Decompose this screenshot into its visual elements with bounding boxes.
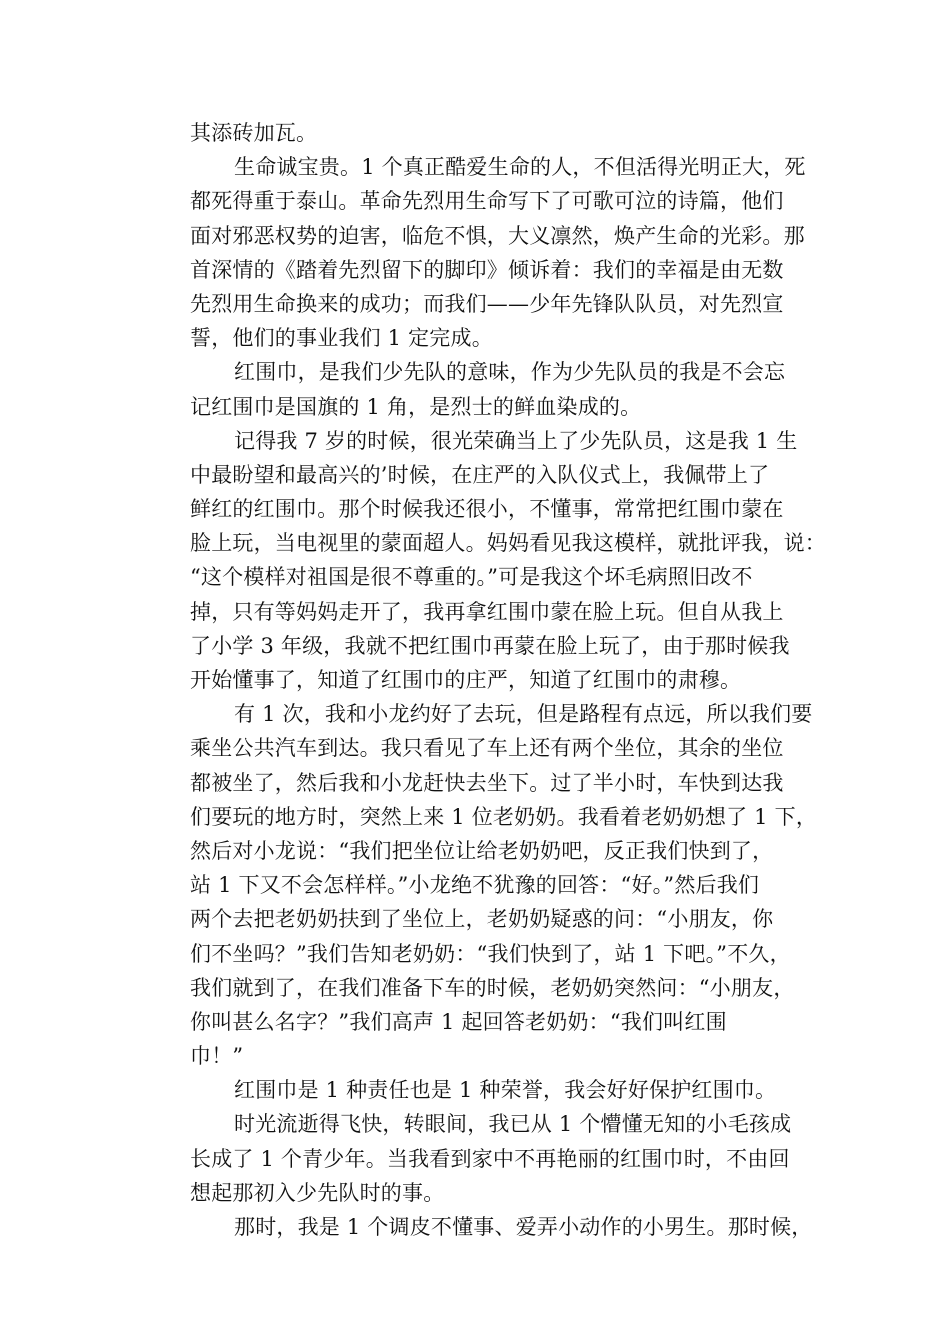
text-line: 脸上玩，当电视里的蒙面超人。妈妈看见我这模样，就批评我，说： <box>190 531 826 556</box>
paragraph-first-line: 红围巾是 1 种责任也是 1 种荣誉，我会好好保护红围巾。 <box>234 1078 777 1103</box>
text-line: 乘坐公共汽车到达。我只看见了车上还有两个坐位，其余的坐位 <box>190 736 784 761</box>
text-line: 掉，只有等妈妈走开了，我再拿红围巾蒙在脸上玩。但自从我上 <box>190 599 784 624</box>
text-line: 长成了 1 个青少年。当我看到家中不再艳丽的红围巾时，不由回 <box>190 1146 790 1171</box>
text-line: 你叫甚么名字？”我们高声 1 起回答老奶奶：“我们叫红围 <box>190 1009 727 1034</box>
text-line: 鲜红的红围巾。那个时候我还很小，不懂事，常常把红围巾蒙在 <box>190 497 784 522</box>
text-line: 站 1 下又不会怎样样。”小龙绝不犹豫的回答：“好。”然后我们 <box>190 873 760 898</box>
paragraph-first-line: 时光流逝得飞快，转眼间，我已从 1 个懵懂无知的小毛孩成 <box>234 1112 792 1137</box>
text-line: 巾！” <box>190 1044 244 1069</box>
text-line: 其添砖加瓦。 <box>190 121 318 145</box>
text-line: “这个模样对祖国是很不尊重的。”可是我这个坏毛病照旧改不 <box>190 565 753 590</box>
text-line: 我们就到了，在我们准备下车的时候，老奶奶突然问：“小朋友， <box>190 975 795 1000</box>
text-line: 记红围巾是国旗的 1 角，是烈士的鲜血染成的。 <box>190 394 642 419</box>
text-line: 都死得重于泰山。革命先烈用生命写下了可歌可泣的诗篇，他们 <box>190 189 784 214</box>
text-line: 都被坐了，然后我和小龙赶快去坐下。过了半小时，车快到达我 <box>190 770 784 795</box>
paragraph-first-line: 记得我 7 岁的时候，很光荣确当上了少先队员，这是我 1 生 <box>234 428 798 453</box>
paragraph-first-line: 有 1 次，我和小龙约好了去玩，但是路程有点远，所以我们要 <box>234 702 813 727</box>
text-line: 首深情的《踏着先烈留下的脚印》倾诉着：我们的幸福是由无数 <box>190 257 784 282</box>
text-line: 了小学 3 年级，我就不把红围巾再蒙在脸上玩了，由于那时候我 <box>190 633 790 658</box>
text-line: 面对邪恶权势的迫害，临危不惧，大义凛然，焕产生命的光彩。那 <box>190 223 805 248</box>
text-line: 开始懂事了，知道了红围巾的庄严，知道了红围巾的肃穆。 <box>190 668 742 692</box>
text-line: 先烈用生命换来的成功；而我们——少年先锋队队员，对先烈宣 <box>190 291 784 316</box>
text-line: 中最盼望和最高兴的’时候，在庄严的入队仪式上，我佩带上了 <box>190 462 770 487</box>
paragraph-first-line: 生命诚宝贵。1 个真正酷爱生命的人，不但活得光明正大，死 <box>234 155 806 180</box>
text-line: 想起那初入少先队时的事。 <box>190 1180 445 1205</box>
paragraph-first-line: 那时，我是 1 个调皮不懂事、爱弄小动作的小男生。那时候， <box>234 1215 813 1239</box>
text-line: 然后对小龙说：“我们把坐位让给老奶奶吧，反正我们快到了， <box>190 838 774 863</box>
paragraph-first-line: 红围巾，是我们少先队的意味，作为少先队员的我是不会忘 <box>234 360 786 385</box>
text-line: 们要玩的地方时，突然上来 1 位老奶奶。我看着老奶奶想了 1 下， <box>190 804 818 829</box>
text-line: 们不坐吗？”我们告知老奶奶：“我们快到了，站 1 下吧。”不久， <box>190 941 791 966</box>
text-line: 誓，他们的事业我们 1 定完成。 <box>190 326 493 351</box>
document-body <box>190 116 830 1244</box>
text-line: 两个去把老奶奶扶到了坐位上，老奶奶疑惑的问：“小朋友，你 <box>190 907 774 932</box>
